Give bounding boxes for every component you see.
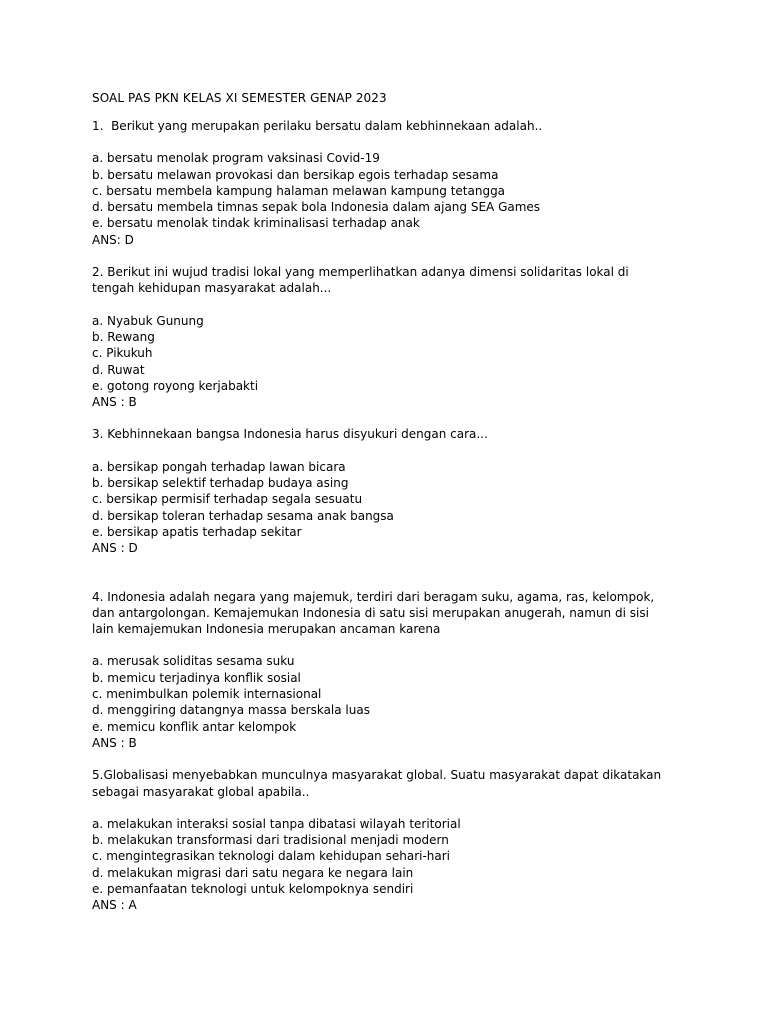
option-d: d. bersatu membela timnas sepak bola Indonesia dalam ajang SEA Games bbox=[92, 200, 541, 215]
option-a: a. Nyabuk Gunung bbox=[92, 313, 204, 328]
question-text: 3. Kebhinnekaan bangsa Indonesia harus disyukuri dengan cara... bbox=[92, 427, 488, 442]
option-b: b. Rewang bbox=[92, 329, 155, 344]
option-e: e. memicu konflik antar kelompok bbox=[92, 719, 297, 734]
option-c: c. Pikukuh bbox=[92, 346, 153, 361]
option-b: b. bersikap selektif terhadap budaya asing bbox=[92, 476, 349, 491]
option-d: d. Ruwat bbox=[92, 362, 145, 377]
option-d: d. melakukan migrasi dari satu negara ke negara lain bbox=[92, 865, 414, 880]
question-text: 4. Indonesia adalah negara yang majemuk, terdiri dari beragam suku, agama, ras, kelompok, dan antargolongan. Kemajemukan Indonesia di satu sisi merupakan anugerah, namun di sisi lain kemajemukan Indonesia merupakan ancaman karena bbox=[92, 589, 659, 637]
option-c: c. menimbulkan polemik internasional bbox=[92, 687, 322, 702]
option-e: e. pemanfaatan teknologi untuk kelompoknya sendiri bbox=[92, 881, 414, 896]
answer-key: ANS : D bbox=[92, 541, 138, 556]
option-c: c. mengintegrasikan teknologi dalam kehidupan sehari-hari bbox=[92, 849, 451, 864]
question-text: 1. Berikut yang merupakan perilaku bersatu dalam kebhinnekaan adalah.. bbox=[92, 119, 543, 133]
document-title: SOAL PAS PKN KELAS XI SEMESTER GENAP 2023 bbox=[92, 91, 387, 105]
option-a: a. merusak soliditas sesama suku bbox=[92, 654, 295, 669]
option-a: a. bersatu menolak program vaksinasi Covid-19 bbox=[92, 151, 380, 166]
answer-key: ANS : B bbox=[92, 395, 137, 410]
question-5 bbox=[92, 767, 708, 913]
option-e: e. bersikap apatis terhadap sekitar bbox=[92, 524, 302, 539]
answer-key: ANS : A bbox=[92, 898, 137, 913]
option-a: a. bersikap pongah terhadap lawan bicara bbox=[92, 459, 346, 474]
option-b: b. melakukan transformasi dari tradisional menjadi modern bbox=[92, 833, 449, 848]
option-d: d. menggiring datangnya massa berskala luas bbox=[92, 703, 370, 718]
option-d: d. bersikap toleran terhadap sesama anak bangsa bbox=[92, 508, 394, 523]
question-1 bbox=[92, 118, 708, 248]
question-2 bbox=[92, 264, 708, 410]
question-3 bbox=[92, 426, 708, 556]
option-c: c. bersatu membela kampung halaman melawan kampung tetangga bbox=[92, 183, 506, 198]
question-text: 5.Globalisasi menyebabkan munculnya masyarakat global. Suatu masyarakat dapat dikatakan sebagai masyarakat global apabila.. bbox=[92, 768, 665, 799]
answer-key: ANS : B bbox=[92, 735, 137, 750]
answer-key: ANS: D bbox=[92, 232, 134, 247]
option-e: e. gotong royong kerjabakti bbox=[92, 378, 259, 393]
option-b: b. bersatu melawan provokasi dan bersikap egois terhadap sesama bbox=[92, 167, 499, 182]
option-e: e. bersatu menolak tindak kriminalisasi terhadap anak bbox=[92, 216, 420, 231]
option-b: b. memicu terjadinya konflik sosial bbox=[92, 670, 301, 685]
question-4 bbox=[92, 589, 708, 752]
question-text: 2. Berikut ini wujud tradisi lokal yang memperlihatkan adanya dimensi solidaritas lokal di tengah kehidupan masyarakat adalah... bbox=[92, 265, 633, 296]
spacer bbox=[92, 573, 708, 589]
option-a: a. melakukan interaksi sosial tanpa dibatasi wilayah teritorial bbox=[92, 816, 461, 831]
option-c: c. bersikap permisif terhadap segala sesuatu bbox=[92, 492, 363, 507]
